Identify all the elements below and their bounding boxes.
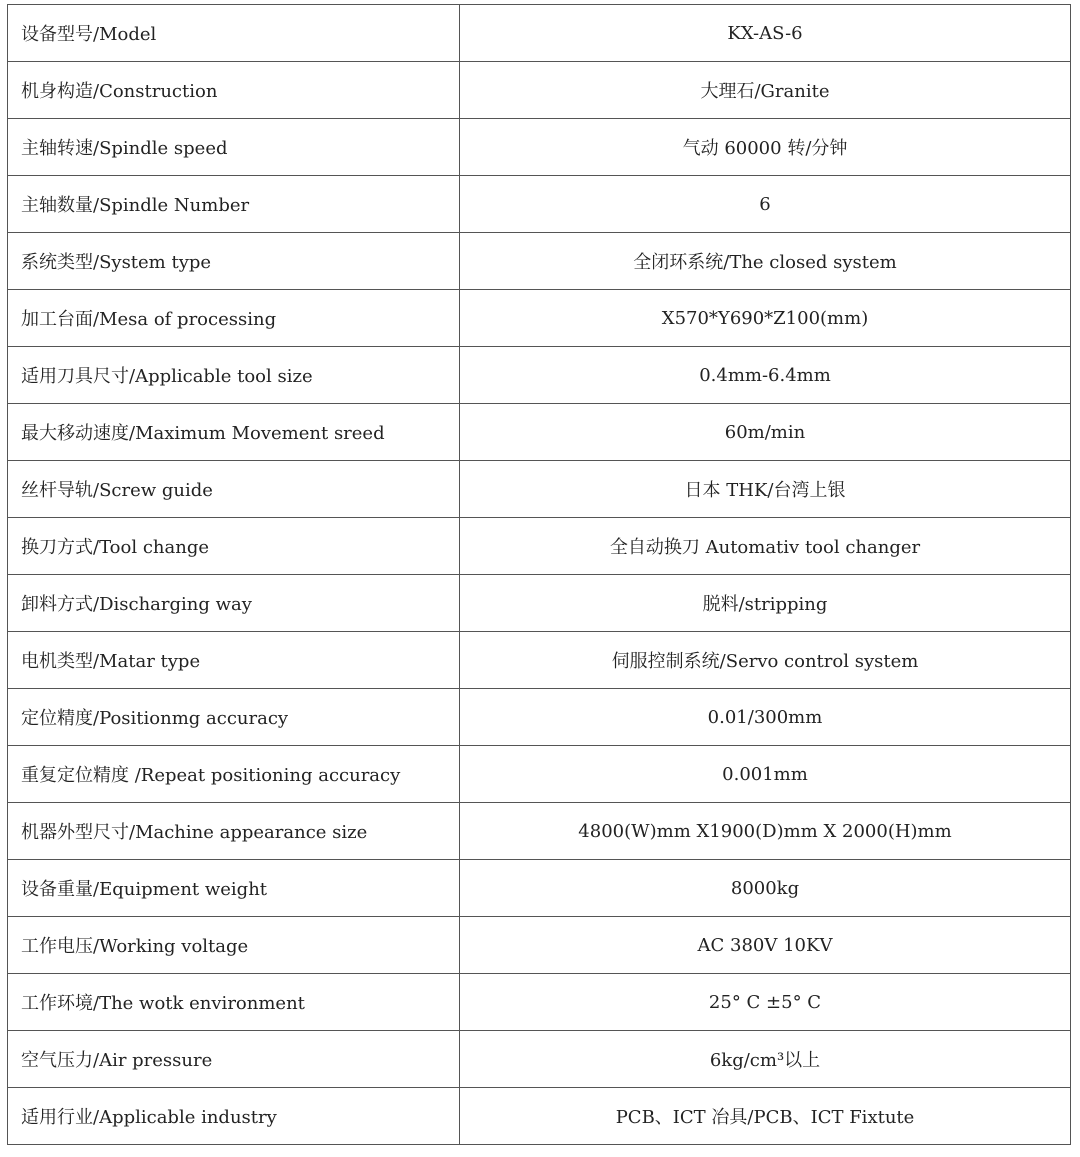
spec-row: [8, 575, 1071, 632]
spec-label: 最大移动速度/Maximum Movement sreed: [8, 404, 460, 461]
spec-value: 6kg/cm³以上: [460, 1031, 1071, 1088]
spec-value: 伺服控制系统/Servo control system: [460, 632, 1071, 689]
spec-value: 大理石/Granite: [460, 62, 1071, 119]
spec-row: [8, 860, 1071, 917]
spec-value: 全自动换刀 Automativ tool changer: [460, 518, 1071, 575]
spec-row: [8, 233, 1071, 290]
spec-value: X570*Y690*Z100(mm): [460, 290, 1071, 347]
spec-row: [8, 5, 1071, 62]
spec-label: 适用行业/Applicable industry: [8, 1088, 460, 1145]
spec-table-body: [8, 5, 1071, 1145]
spec-label: 系统类型/System type: [8, 233, 460, 290]
spec-row: [8, 404, 1071, 461]
spec-value: 0.001mm: [460, 746, 1071, 803]
spec-value: AC 380V 10KV: [460, 917, 1071, 974]
spec-value: 日本 THK/台湾上银: [460, 461, 1071, 518]
spec-row: [8, 119, 1071, 176]
spec-label: 适用刀具尺寸/Applicable tool size: [8, 347, 460, 404]
spec-value: PCB、ICT 冶具/PCB、ICT Fixtute: [460, 1088, 1071, 1145]
spec-row: [8, 461, 1071, 518]
spec-label: 电机类型/Matar type: [8, 632, 460, 689]
spec-label: 工作环境/The wotk environment: [8, 974, 460, 1031]
spec-label: 设备型号/Model: [8, 5, 460, 62]
spec-row: [8, 347, 1071, 404]
spec-label: 重复定位精度 /Repeat positioning accuracy: [8, 746, 460, 803]
spec-label: 机器外型尺寸/Machine appearance size: [8, 803, 460, 860]
spec-row: [8, 62, 1071, 119]
spec-value: 气动 60000 转/分钟: [460, 119, 1071, 176]
spec-value: 0.4mm-6.4mm: [460, 347, 1071, 404]
spec-value: 8000kg: [460, 860, 1071, 917]
spec-row: [8, 176, 1071, 233]
spec-label: 设备重量/Equipment weight: [8, 860, 460, 917]
spec-value: 25° C ±5° C: [460, 974, 1071, 1031]
spec-value: 脱料/stripping: [460, 575, 1071, 632]
spec-row: [8, 689, 1071, 746]
spec-label: 机身构造/Construction: [8, 62, 460, 119]
spec-label: 主轴转速/Spindle speed: [8, 119, 460, 176]
spec-label: 空气压力/Air pressure: [8, 1031, 460, 1088]
spec-row: [8, 1088, 1071, 1145]
spec-label: 丝杆导轨/Screw guide: [8, 461, 460, 518]
spec-value: 全闭环系统/The closed system: [460, 233, 1071, 290]
spec-row: [8, 632, 1071, 689]
spec-label: 加工台面/Mesa of processing: [8, 290, 460, 347]
spec-value: 0.01/300mm: [460, 689, 1071, 746]
spec-label: 卸料方式/Discharging way: [8, 575, 460, 632]
spec-value: KX-AS-6: [460, 5, 1071, 62]
spec-row: [8, 1031, 1071, 1088]
spec-row: [8, 803, 1071, 860]
spec-row: [8, 518, 1071, 575]
spec-value: 60m/min: [460, 404, 1071, 461]
spec-label: 换刀方式/Tool change: [8, 518, 460, 575]
spec-row: [8, 746, 1071, 803]
spec-row: [8, 974, 1071, 1031]
spec-row: [8, 290, 1071, 347]
spec-row: [8, 917, 1071, 974]
spec-value: 6: [460, 176, 1071, 233]
spec-value: 4800(W)mm X1900(D)mm X 2000(H)mm: [460, 803, 1071, 860]
spec-table: [7, 4, 1071, 1145]
spec-label: 主轴数量/Spindle Number: [8, 176, 460, 233]
spec-label: 定位精度/Positionmg accuracy: [8, 689, 460, 746]
spec-label: 工作电压/Working voltage: [8, 917, 460, 974]
